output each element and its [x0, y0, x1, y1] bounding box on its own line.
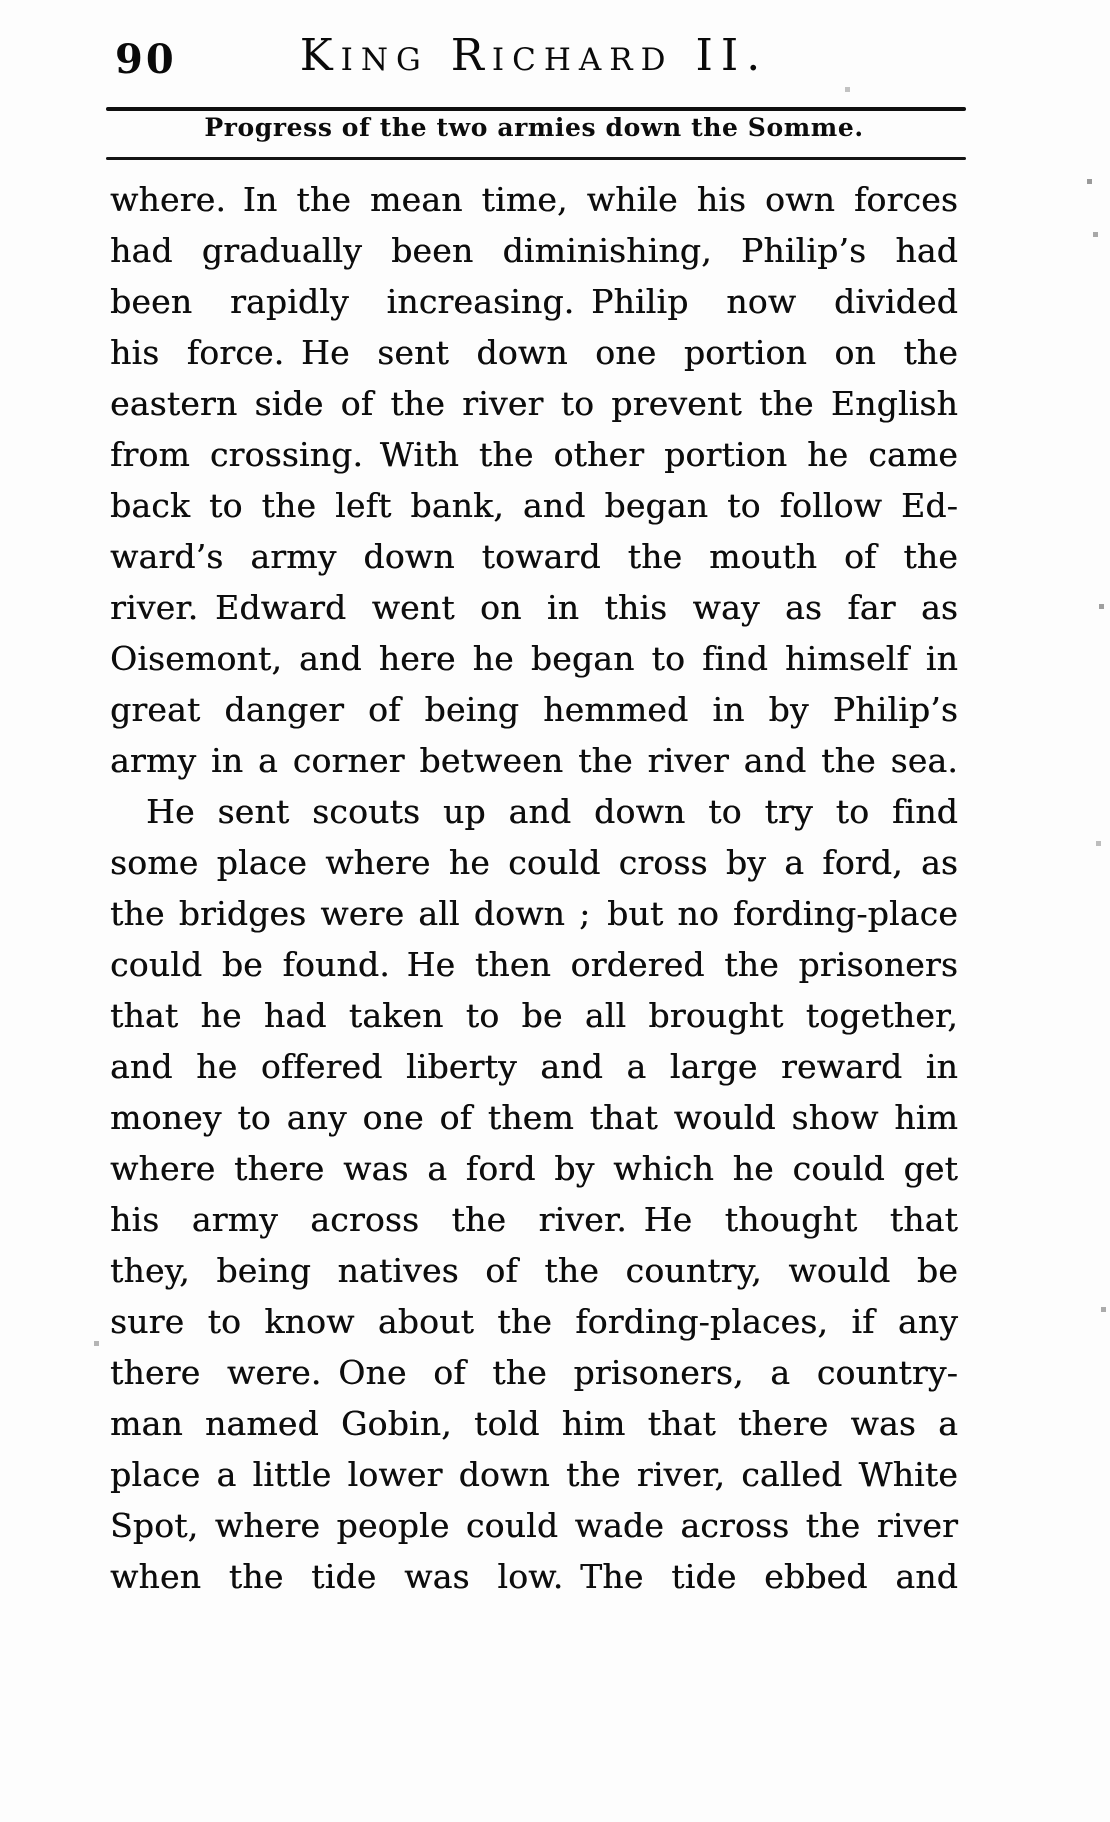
- text-line: army in a corner between the river and the sea.: [110, 741, 958, 780]
- text-line: He sent scouts up and down to try to find: [146, 792, 958, 831]
- text-line: eastern side of the river to prevent the English: [110, 384, 958, 423]
- page-body: [110, 174, 958, 1602]
- text-line: his force. He sent down one portion on the: [110, 333, 958, 372]
- text-line: when the tide was low. The tide ebbed and: [110, 1557, 958, 1596]
- text-line: some place where he could cross by a ford, as: [110, 843, 958, 882]
- text-line: his army across the river. He thought that: [110, 1200, 958, 1239]
- text-line: money to any one of them that would show him: [110, 1098, 958, 1137]
- text-line: man named Gobin, told him that there was a: [110, 1404, 958, 1443]
- text-line: where. In the mean time, while his own forces: [110, 180, 958, 219]
- text-line: river. Edward went on in this way as far as: [110, 588, 958, 627]
- text-line: great danger of being hemmed in by Philip’s: [110, 690, 958, 729]
- scan-speckles: [0, 0, 3, 3]
- text-line: from crossing. With the other portion he came: [110, 435, 958, 474]
- text-line: Oisemont, and here he began to find himself in: [110, 639, 958, 678]
- text-line: had gradually been diminishing, Philip’s had: [110, 231, 958, 270]
- text-line: place a little lower down the river, called White: [110, 1455, 958, 1494]
- running-title: King Richard II.: [299, 30, 769, 81]
- header-rule-thick: [106, 107, 966, 111]
- page-number: 90: [115, 36, 177, 83]
- text-line: Spot, where people could wade across the river: [110, 1506, 958, 1545]
- text-line: where there was a ford by which he could get: [110, 1149, 958, 1188]
- text-line: and he offered liberty and a large reward in: [110, 1047, 958, 1086]
- text-line: the bridges were all down ; but no fording-place: [110, 894, 958, 933]
- text-line: that he had taken to be all brought together,: [110, 996, 958, 1035]
- section-heading: Progress of the two armies down the Somme.: [204, 113, 864, 142]
- header-rule-thin: [106, 157, 966, 160]
- text-line: they, being natives of the country, would be: [110, 1251, 958, 1290]
- text-line: sure to know about the fording-places, if any: [110, 1302, 958, 1341]
- text-line: ward’s army down toward the mouth of the: [110, 537, 958, 576]
- text-line: could be found. He then ordered the prisoners: [110, 945, 958, 984]
- paragraph: [110, 174, 958, 786]
- text-line: there were. One of the prisoners, a country-: [110, 1353, 958, 1392]
- text-line: been rapidly increasing. Philip now divided: [110, 282, 958, 321]
- text-line: back to the left bank, and began to follow Ed-: [110, 486, 958, 525]
- paragraph: [110, 786, 958, 1602]
